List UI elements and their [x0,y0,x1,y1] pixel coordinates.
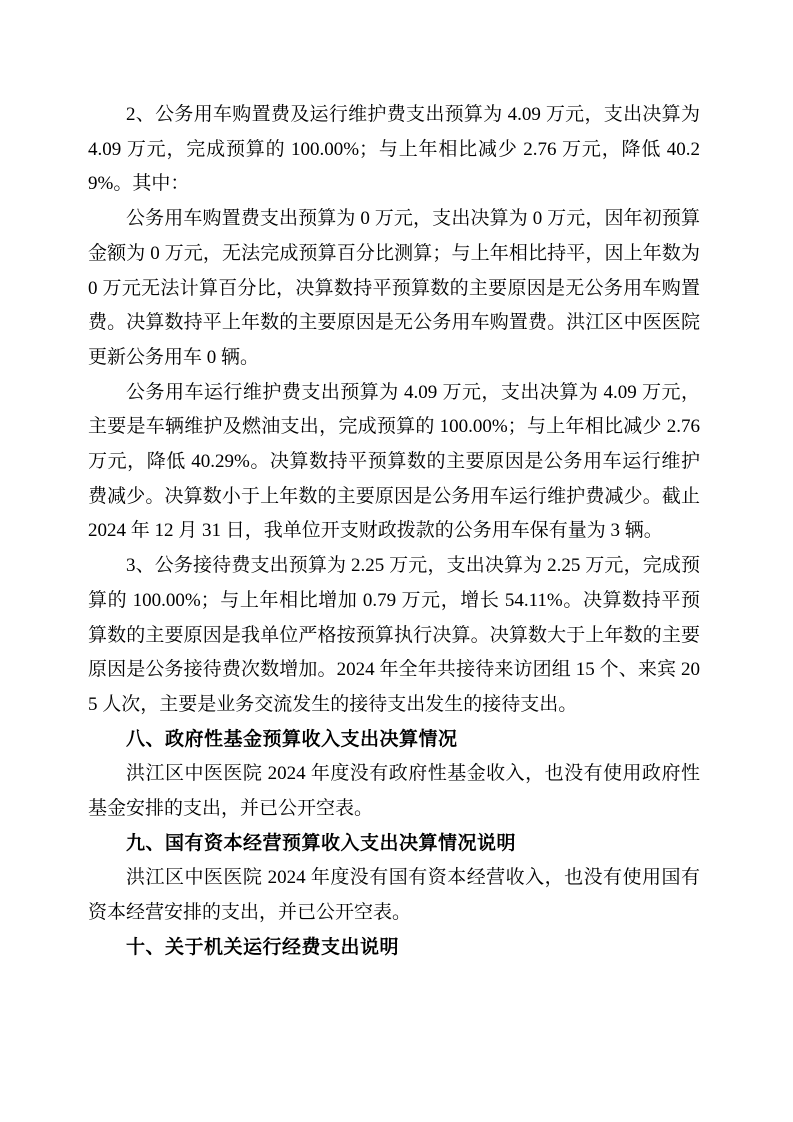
paragraph-state-capital: 洪江区中医医院 2024 年度没有国有资本经营收入，也没有使用国有资本经营安排的支出，并已公开空表。 [88,867,700,924]
paragraph-vehicle-total: 2、公务用车购置费及运行维护费支出预算为 4.09 万元，支出决算为 4.09 万元，完成预算的 100.00%；与上年相比减少 2.76 万元，降低 40.29%。其中： [88,104,700,195]
paragraph-official-reception: 3、公务接待费支出预算为 2.25 万元，支出决算为 2.25 万元，完成预算的 100.00%；与上年相比增加 0.79 万元，增长 54.11%。决算数持平预算数的主要原因是我单位严格按预算执行决算。决算数大于上年数的主要原因是公务接待费次数增加。2024 年全年共接待来访团组 15 个、来宾 205 人次，主要是业务交流发生的接待支出发生的接待支出。 [88,555,700,715]
paragraph-vehicle-purchase: 公务用车购置费支出预算为 0 万元，支出决算为 0 万元，因年初预算金额为 0 万元，无法完成预算百分比测算；与上年相比持平，因上年数为 0 万元无法计算百分比，决算数持平预算数的主要原因是无公务用车购置费。决算数持平上年数的主要原因是无公务用车购置费。洪江区中医医院更新公务用车 0 辆。 [88,208,700,368]
paragraph-government-fund: 洪江区中医医院 2024 年度没有政府性基金收入，也没有使用政府性基金安排的支出，并已公开空表。 [88,763,700,820]
paragraph-vehicle-maintenance: 公务用车运行维护费支出预算为 4.09 万元，支出决算为 4.09 万元，主要是车辆维护及燃油支出，完成预算的 100.00%；与上年相比减少 2.76 万元，降低 40.29%。决算数持平预算数的主要原因是公务用车运行维护费减少。决算数小于上年数的主要原因是公务用车运行维护费减少。截止 2024 年 12 月 31 日，我单位开支财政拨款的公务用车保有量为 3 辆。 [88,381,700,542]
section-heading-government-fund: 八、政府性基金预算收入支出决算情况 [126,728,458,750]
section-heading-operating-expense: 十、关于机关运行经费支出说明 [126,936,400,958]
section-heading-state-capital: 九、国有资本经营预算收入支出决算情况说明 [126,832,517,854]
document-content [88,98,700,966]
